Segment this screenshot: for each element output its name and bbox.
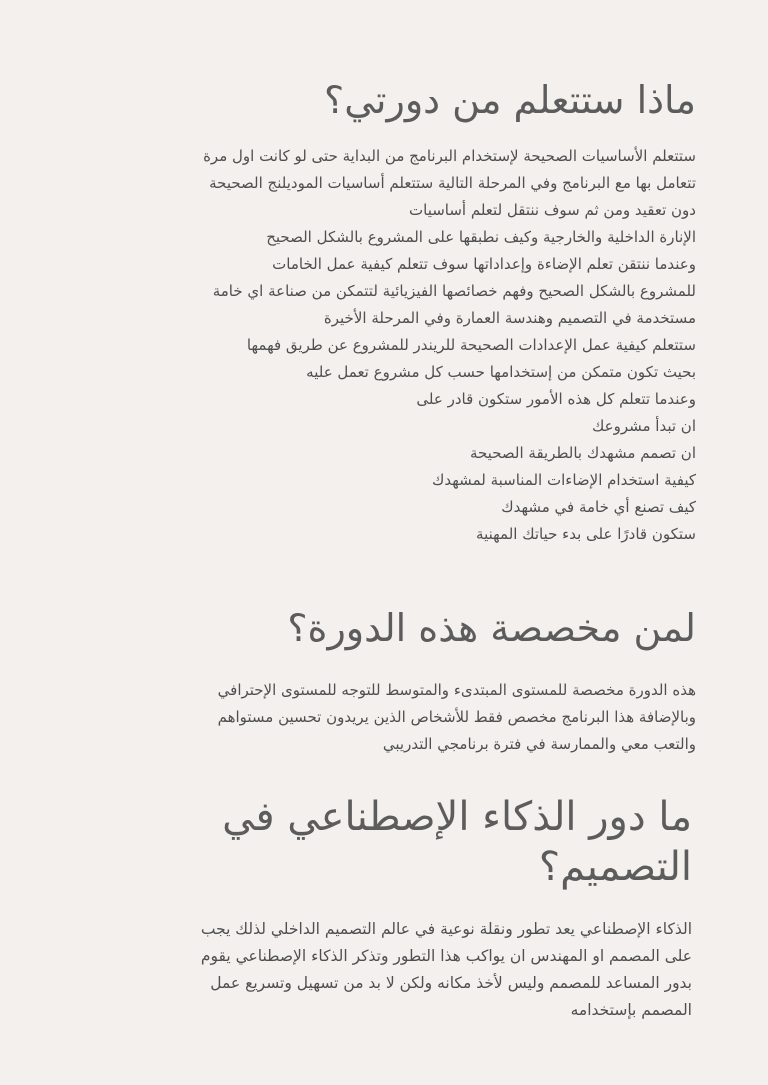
paragraph-line: كيفية استخدام الإضاءات المناسبة لمشهدك xyxy=(432,471,696,490)
paragraph-line: بدور المساعد للمصمم وليس لأخذ مكانه ولكن لا بد من تسهيل وتسريع عمل xyxy=(210,974,692,992)
paragraph-line: كيف تصنع أي خامة في مشهدك xyxy=(501,498,696,517)
paragraph-line: ستتعلم كيفية عمل الإعدادات الصحيحة للريندر للمشروع عن طريق فهمها xyxy=(246,336,696,355)
paragraph-line: وبالإضافة هذا البرنامج مخصص فقط للأشخاص الذين يريدون تحسين مستواهم xyxy=(217,708,696,727)
section-heading xyxy=(201,792,692,892)
section-ai-in-design xyxy=(201,792,692,1024)
heading-line: ما دور الذكاء الإصطناعي في xyxy=(222,794,692,840)
paragraph-line: للمشروع بالشكل الصحيح وفهم خصائصها الفيزيائية لتتمكن من صناعة اي خامة xyxy=(212,282,696,301)
paragraph-line: ستتعلم الأساسيات الصحيحة لإستخدام البرنامج من البداية حتى لو كانت اول مرة xyxy=(203,147,696,166)
section-what-you-learn xyxy=(203,76,696,548)
paragraph-line: المصمم بإستخدامه xyxy=(570,1001,692,1019)
paragraph-line: ستكون قادرًا على بدء حياتك المهنية xyxy=(476,525,696,544)
paragraph-line: هذه الدورة مخصصة للمستوى المبتدىء والمتوسط للتوجه للمستوى الإحترافي xyxy=(217,681,696,700)
paragraph-line: تتعامل بها مع البرنامج وفي المرحلة التالية ستتعلم أساسيات الموديلنج الصحيحة xyxy=(209,174,696,193)
paragraph-line: على المصمم او المهندس ان يواكب هذا التطور وتذكر الذكاء الإصطناعي يقوم xyxy=(200,947,692,965)
paragraph-line: الإنارة الداخلية والخارجية وكيف نطبقها على المشروع بالشكل الصحيح xyxy=(266,228,696,247)
paragraph-line: مستخدمة في التصميم وهندسة العمارة وفي المرحلة الأخيرة xyxy=(323,309,696,328)
heading-line: التصميم؟ xyxy=(538,844,692,890)
paragraph-line: وعندما ننتقن تعلم الإضاءة وإعداداتها سوف تتعلم كيفية عمل الخامات xyxy=(272,255,696,274)
section-heading: لمن مخصصة هذه الدورة؟ xyxy=(287,606,696,650)
paragraph-line: دون تعقيد ومن ثم سوف ننتقل لتعلم أساسيات xyxy=(409,201,696,220)
paragraph-line: والتعب معي والممارسة في فترة برنامجي التدريبي xyxy=(382,735,696,754)
paragraph-line: الذكاء الإصطناعي يعد تطور ونقلة نوعية في عالم التصميم الداخلي لذلك يجب xyxy=(200,920,692,938)
paragraph-line: ان تصمم مشهدك بالطريقة الصحيحة xyxy=(469,444,696,463)
paragraph-line: بحيث تكون متمكن من إستخدامها حسب كل مشروع تعمل عليه xyxy=(306,363,696,382)
section-paragraph xyxy=(218,677,696,758)
paragraph-line: وعندما تتعلم كل هذه الأمور ستكون قادر على xyxy=(416,390,696,409)
section-heading: ماذا ستتعلم من دورتي؟ xyxy=(324,78,696,122)
section-paragraph xyxy=(201,916,692,1024)
section-target-audience xyxy=(218,604,696,758)
paragraph-line: ان تبدأ مشروعك xyxy=(592,417,696,436)
section-paragraph xyxy=(203,143,696,548)
